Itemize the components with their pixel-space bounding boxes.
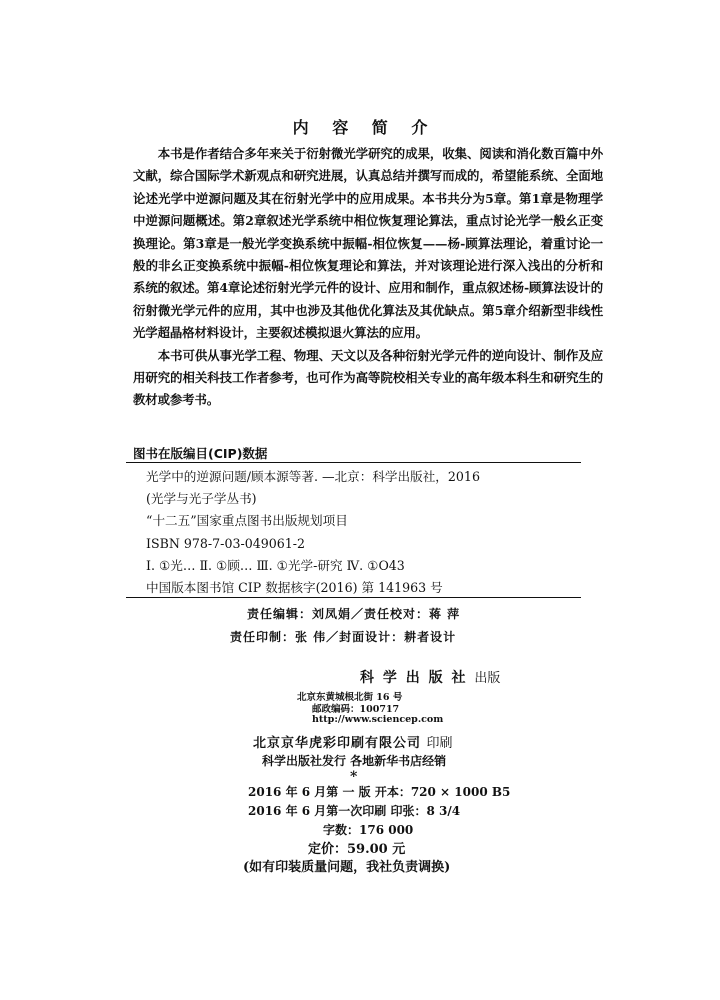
printer-name: 北京京华虎彩印刷有限公司 [253,736,422,751]
printer-suffix: 印刷 [426,736,453,751]
summary-paragraph: 本书是作者结合多年来关于衍射微光学研究的成果，收集、阅读和消化数百篇中外文献，综合国际学术新观点和研究进展，认真总结并撰写而成的，希望能系统、全面地论述光学中逆源问题及其在衍射光学中的应用成果。本书共分为5章。第1章是物理学中逆源问题概述。第2章叙述光学系统中相位恢复理论算法，重点讨论光学一般幺正变换理论。第3章是一般光学变换系统中振幅-相位恢复——杨-顾算法理论，着重讨论一般的非幺正变换系统中振幅-相位恢复理论和算法，并对该理论进行深入浅出的分析和系统的叙述。第4章论述衍射光学元件的设计、应用和制作，重点叙述杨-顾算法设计的衍射微光学元件的应用，其中也涉及其他优化算法及其优缺点。第5章介绍新型非线性光学超晶格材料设计，主要叙述模拟退火算法的应用。 [133,146,603,341]
word-count: 字数：176 000 [323,823,414,837]
cip-number-line: 中国版本图书馆 CIP 数据核字(2016) 第 141963 号 [146,580,443,596]
production-credits: 责任印制：张 伟／封面设计：耕者设计 [230,630,457,644]
editor-credits: 责任编辑：刘凤娟／责任校对：蒋 萍 [247,607,461,621]
publisher-name: 科 学 出 版 社 [360,670,468,686]
cip-isbn-line: ISBN 978-7-03-049061-2 [146,535,306,551]
edition-line: 2016 年 6 月第 一 版 开本：720 × 1000 B5 [248,785,511,799]
publisher-line [360,667,500,687]
summary-title: 内 容 简 介 [292,118,437,137]
cip-project-line: “十二五”国家重点图书出版规划项目 [146,513,348,529]
print-line: 2016 年 6 月第一次印刷 印张：8 3/4 [248,804,461,818]
cip-top-rule [126,462,581,463]
cip-heading: 图书在版编目(CIP)数据 [133,446,268,461]
summary-body [133,143,603,412]
price: 定价：59.00 元 [308,842,406,857]
publisher-postcode: 邮政编码：100717 [312,704,400,715]
publisher-address: 北京东黄城根北街 16 号 [297,692,403,703]
quality-notice: (如有印装质量问题，我社负责调换) [243,860,451,875]
cip-classification-line: Ⅰ. ①光… Ⅱ. ①顾… Ⅲ. ①光学-研究 Ⅳ. ①O43 [146,557,405,573]
summary-paragraph: 本书可供从事光学工程、物理、天文以及各种衍射光学元件的逆向设计、制作及应用研究的相关科技工作者参考，也可作为高等院校相关专业的高年级本科生和研究生的教材或参考书。 [133,347,603,408]
cip-record [146,466,480,599]
distribution-line: 科学出版社发行 各地新华书店经销 [262,754,447,768]
publisher-url: http://www.sciencep.com [312,714,444,725]
separator-star: * [350,769,358,785]
publisher-suffix: 出版 [474,671,501,686]
cip-series-line: (光学与光子学丛书) [146,491,257,507]
cip-title-line: 光学中的逆源问题/顾本源等著. —北京：科学出版社，2016 [146,469,480,484]
printer-line [253,732,453,751]
cip-bottom-rule [126,597,581,598]
